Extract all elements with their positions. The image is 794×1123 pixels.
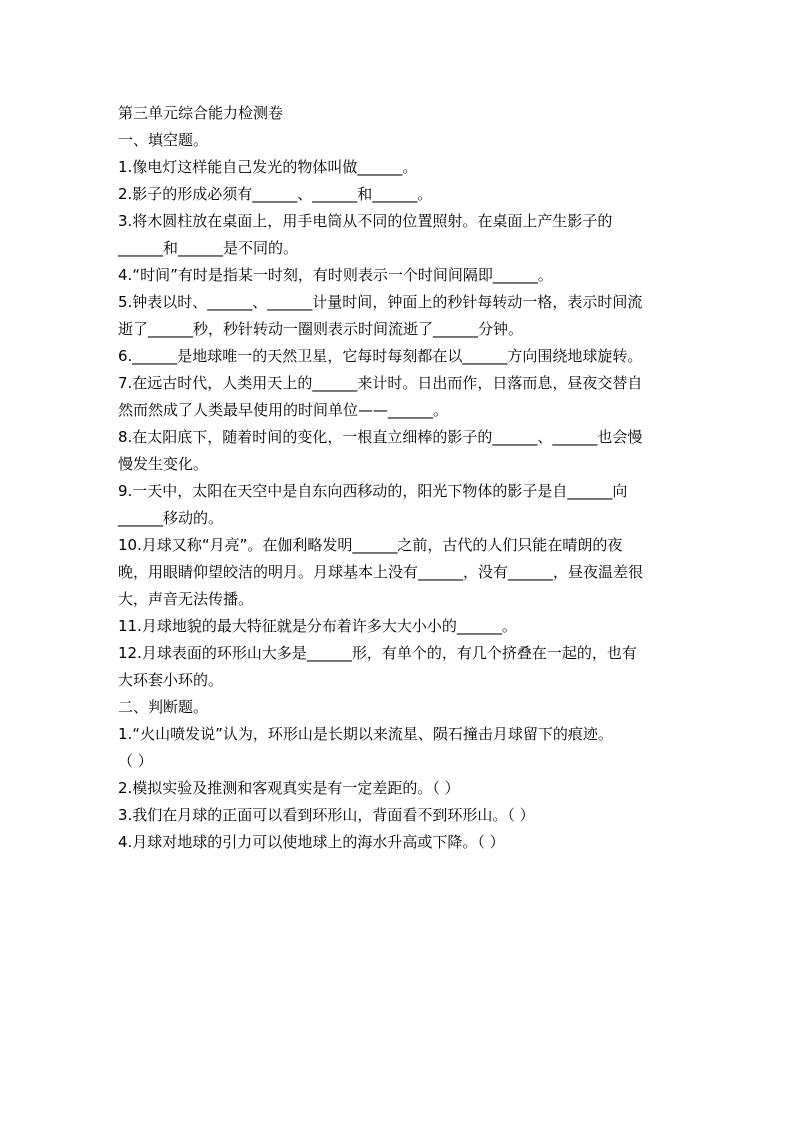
question-line: 晚，用眼睛仰望皎洁的明月。月球基本上没有______，没有______，昼夜温差很 (118, 563, 644, 581)
question-line: 大，声音无法传播。 (118, 590, 254, 608)
worksheet-title: 第三单元综合能力检测卷 (118, 104, 284, 122)
worksheet (118, 100, 678, 856)
question-line: 7.在远古时代，人类用天上的______来计时。日出而作，日落而息，昼夜交替自 (118, 374, 643, 392)
question-line: ______和______是不同的。 (118, 239, 299, 257)
question-line: 2.模拟实验及推测和客观真实是有一定差距的。（ ） (118, 779, 460, 797)
question-line: 11.月球地貌的最大特征就是分布着许多大大小小的______。 (118, 617, 517, 635)
question-line: 2.影子的形成必须有______、______和______。 (118, 185, 433, 203)
section-heading-true-false: 二、判断题。 (118, 698, 209, 716)
question-line: 8.在太阳底下，随着时间的变化，一根直立细棒的影子的______、______也会慢 (118, 428, 643, 446)
question-line: 4.月球对地球的引力可以使地球上的海水升高或下降。（ ） (118, 833, 505, 851)
question-line: 1.像电灯这样能自己发光的物体叫做______。 (118, 158, 418, 176)
section-heading-fill-blank: 一、填空题。 (118, 131, 209, 149)
question-line: 10.月球又称“月亮”。在伽利略发明______之前，古代的人们只能在晴朗的夜 (118, 536, 623, 554)
question-line: 1.“火山喷发说”认为，环形山是长期以来流星、陨石撞击月球留下的痕迹。 (118, 725, 613, 743)
question-line: 6.______是地球唯一的天然卫星，它每时每刻都在以______方向围绕地球旋转。 (118, 347, 643, 365)
question-line: 大环套小环的。 (118, 671, 224, 689)
question-line: 5.钟表以时、______、______计量时间，钟面上的秒针每转动一格，表示时间流 (118, 293, 643, 311)
answer-bracket: （ ） (118, 752, 153, 770)
question-line: 逝了______秒，秒针转动一圈则表示时间流逝了______分钟。 (118, 320, 524, 338)
question-line: 慢发生变化。 (118, 455, 209, 473)
question-line: 4.“时间”有时是指某一时刻，有时则表示一个时间间隔即______。 (118, 266, 553, 284)
question-line: 3.我们在月球的正面可以看到环形山，背面看不到环形山。（ ） (118, 806, 535, 824)
question-line: 然而然成了人类最早使用的时间单位——______。 (118, 401, 449, 419)
question-line: ______移动的。 (118, 509, 224, 527)
question-line: 12.月球表面的环形山大多是______形，有单个的，有几个挤叠在一起的，也有 (118, 644, 637, 662)
question-line: 3.将木圆柱放在桌面上，用手电筒从不同的位置照射。在桌面上产生影子的 (118, 212, 613, 230)
question-line: 9.一天中，太阳在天空中是自东向西移动的，阳光下物体的影子是自______向 (118, 482, 628, 500)
